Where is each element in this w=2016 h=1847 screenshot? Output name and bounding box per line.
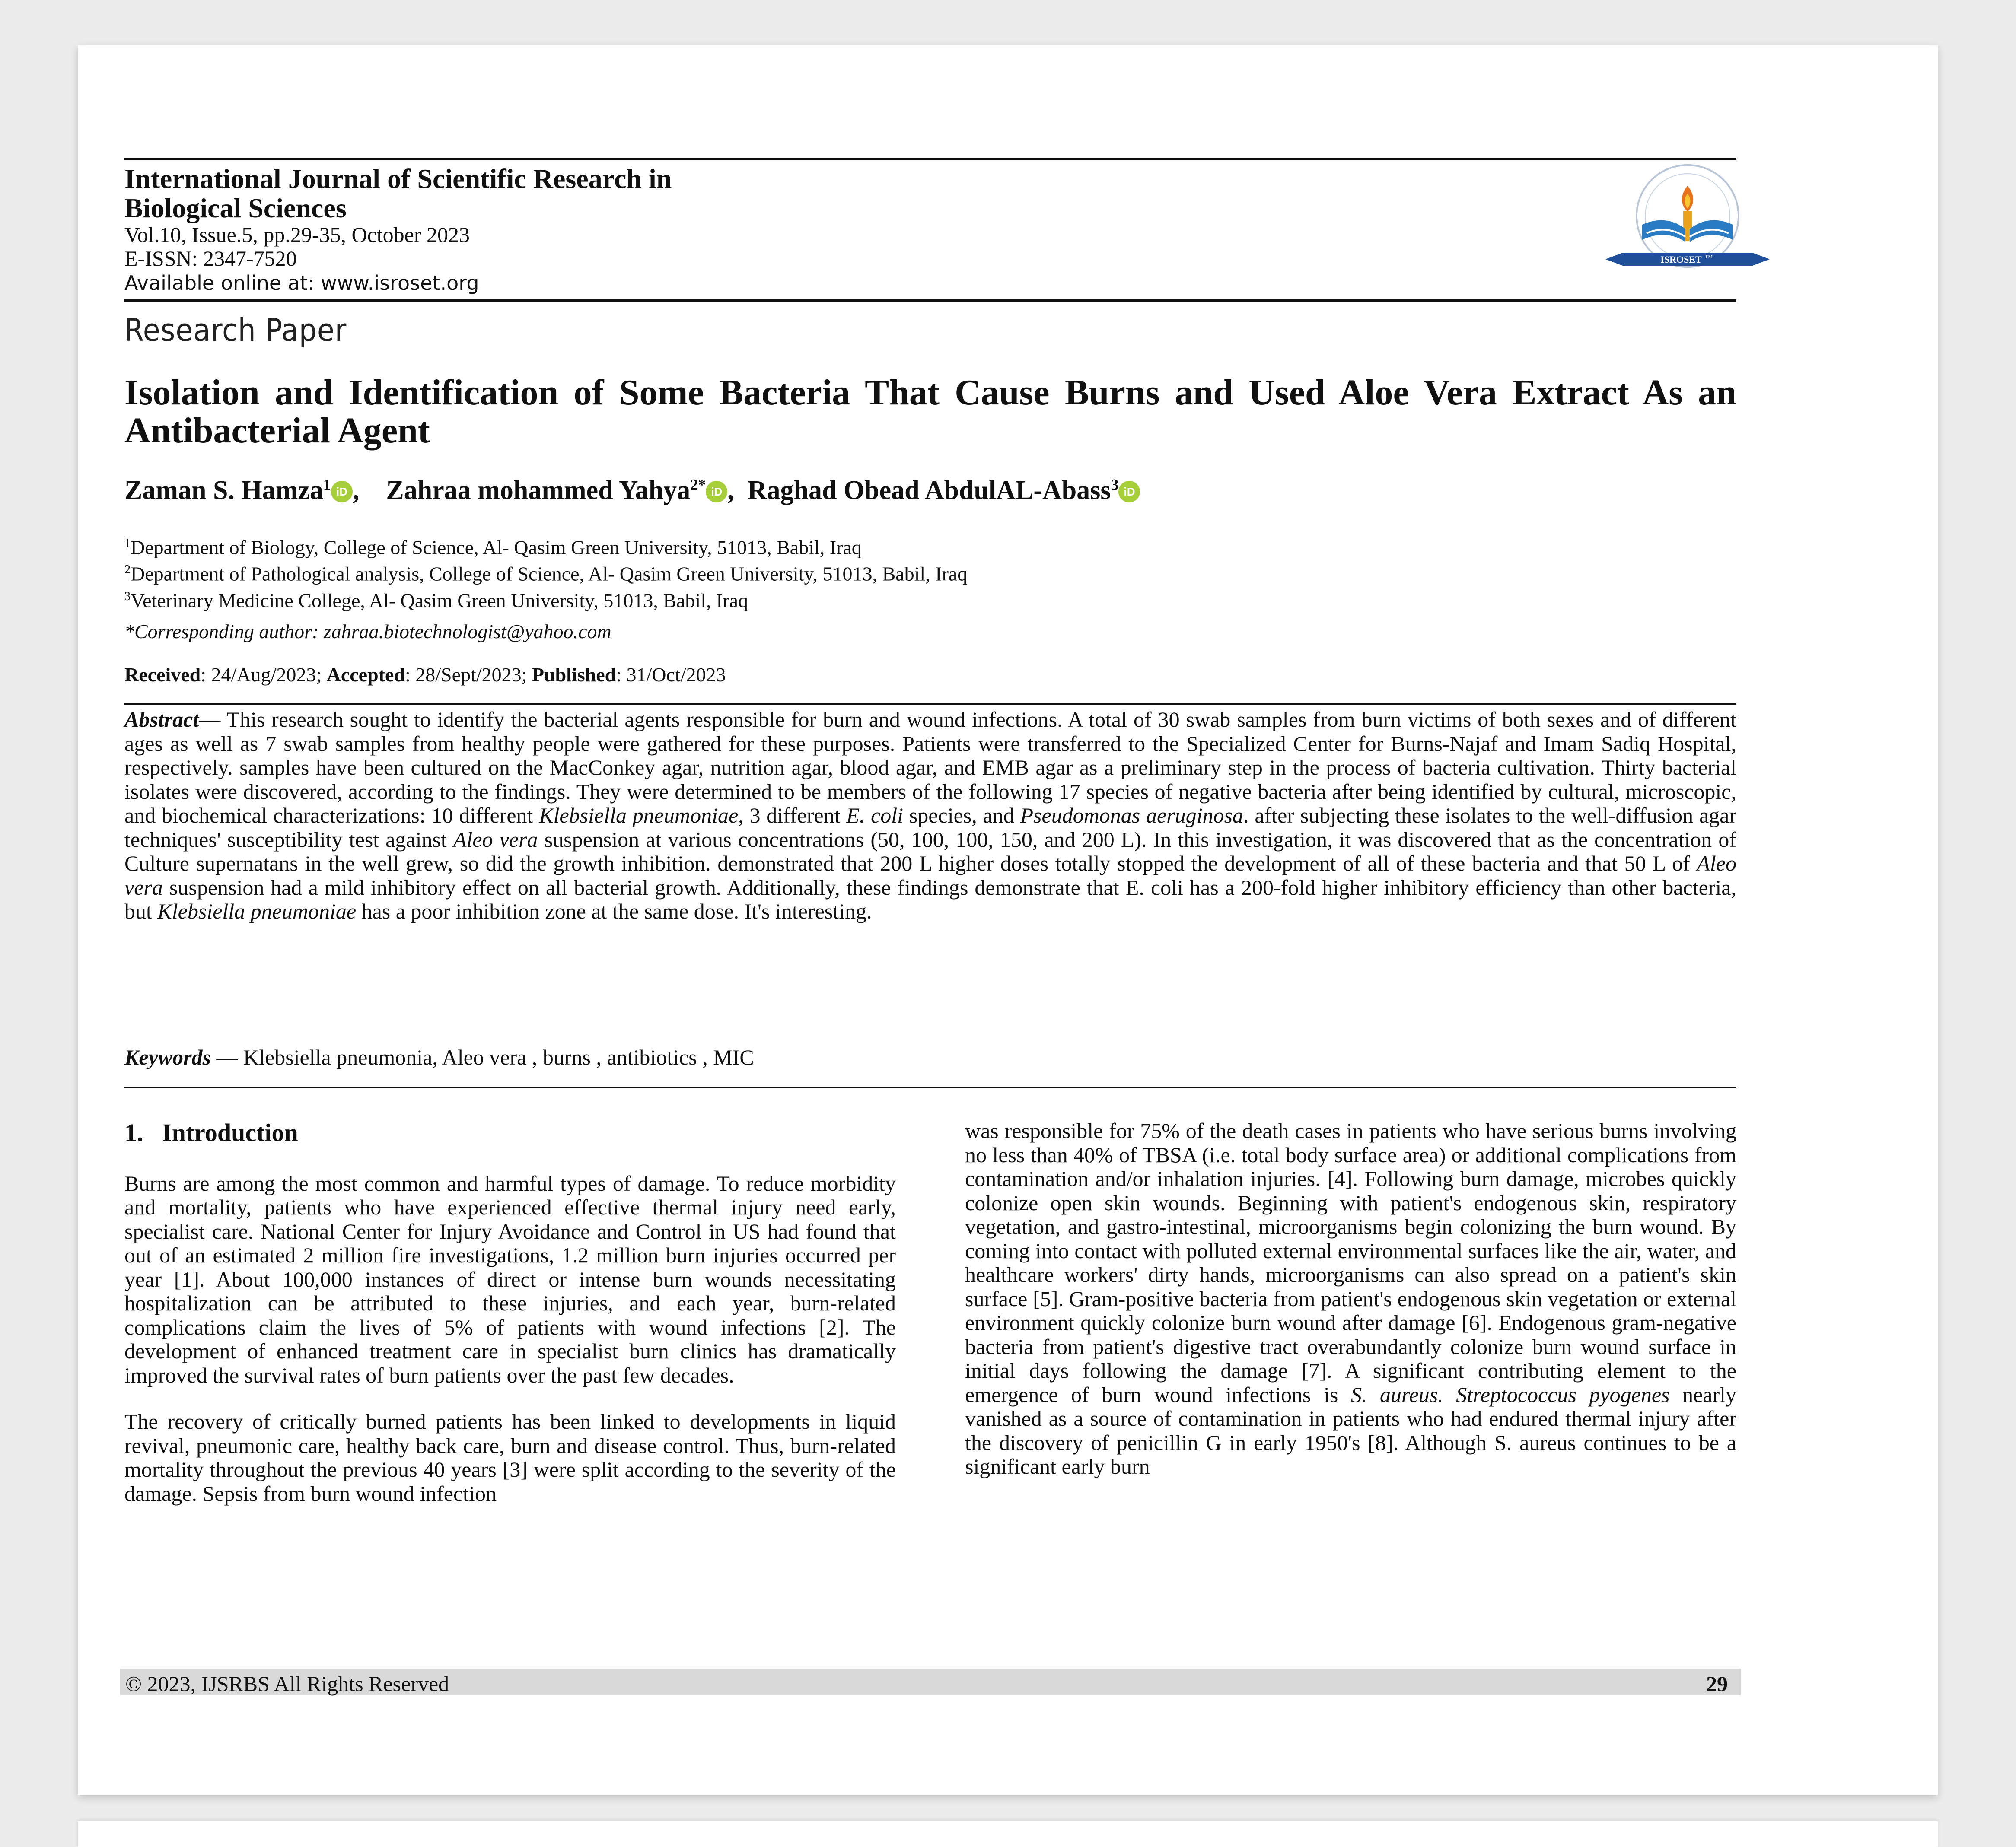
orcid-icon[interactable]: iD <box>331 481 353 502</box>
published-label: Published <box>532 664 616 686</box>
orcid-icon[interactable]: iD <box>1118 481 1140 502</box>
abstract-text: . after subjecting these isolates to the well-diffusion agar techniques' susceptibility test against <box>124 803 1737 852</box>
header-bottom-rule <box>124 299 1736 302</box>
section-heading: 1. Introduction <box>124 1119 298 1147</box>
page-footer <box>120 1669 1741 1695</box>
author-separator: , <box>727 476 741 505</box>
affiliations <box>124 532 967 612</box>
accepted-date: : 28/Sept/2023; <box>404 664 532 686</box>
journal-online: Available online at: www.isroset.org <box>124 271 479 295</box>
abstract-italic: Aleo vera <box>453 827 538 852</box>
published-date: : 31/Oct/2023 <box>616 664 726 686</box>
logo-superscript: TM <box>1705 254 1713 260</box>
received-date: : 24/Aug/2023; <box>201 664 327 686</box>
affiliation-text: Department of Biology, College of Science, Al- Qasim Green University, 51013, Babil, Iraq <box>131 536 862 559</box>
abstract-lead: Abstract <box>124 707 199 731</box>
next-page-edge <box>78 1821 1938 1847</box>
keywords-text: — Klebsiella pneumonia, Aleo vera , burns , antibiotics , MIC <box>211 1045 754 1069</box>
abstract-italic: Klebsiella pneumoniae <box>539 803 739 827</box>
abstract-text: — This research sought to identify the bacterial agents responsible for burn and wound infections. A total of 30 swab samples from burn victims of both sexes and of different ages as well as 7 swab samples from healthy people were gathered for these purposes. Patients were transferred to the Specialized Center for Burns-Najaf and Imam Sadiq Hospital, respectively. samples have been cultured on the MacConkey agar, nutrition agar, blood agar, and EMB agar as a preliminary step in the process of bacteria cultivation. Thirty bacterial isolates were discovered, according to the findings. They were determined to be members of the following 17 species of negative bacteria after being identified by cultural, microscopic, and biochemical characterizations: 10 different <box>124 707 1736 827</box>
page-number: 29 <box>1706 1672 1728 1696</box>
orcid-icon[interactable]: iD <box>706 481 727 502</box>
affiliation-sup: 2 <box>124 563 131 577</box>
header-top-rule <box>124 158 1736 160</box>
affiliation-sup: 3 <box>124 589 131 603</box>
affiliation-line <box>124 585 967 612</box>
affiliation-text: Veterinary Medicine College, Al- Qasim Green University, 51013, Babil, Iraq <box>131 589 748 611</box>
abstract <box>124 708 1736 924</box>
author-list <box>124 475 1140 506</box>
isroset-logo-icon <box>1597 160 1778 289</box>
abstract-text: , 3 different <box>738 803 847 827</box>
paragraph: Burns are among the most common and harmful types of damage. To reduce morbidity and mortality, patients who have experienced effective thermal injury need early, specialist care. National Center for Injury Avoidance and Control in US had found that out of an estimated 2 million fire investigations, 1.2 million burn injuries occurred per year [1]. About 100,000 instances of direct or intense burn wounds necessitating hospitalization can be attributed to these injuries, and each year, burn-related complications claim the lives of 5% of patients with wound infections [2]. The development of enhanced treatment care in specialist burn clinics has dramatically improved the survival rates of burn patients over the past few decades. <box>124 1171 896 1387</box>
abstract-italic: E. coli <box>846 803 904 827</box>
journal-header <box>124 164 1248 296</box>
author-sup: 2* <box>690 476 706 493</box>
copyright: © 2023, IJSRBS All Rights Reserved <box>125 1672 449 1696</box>
paper-type-label: Research Paper <box>124 312 347 348</box>
author-sup: 3 <box>1111 476 1119 493</box>
logo-text: ISROSET <box>1660 254 1702 265</box>
author-name: Zaman S. Hamza <box>124 476 323 505</box>
abstract-text: suspension at various concentrations (50, 100, 100, 150, and 200 L). In this investigation, it was discovered that as the concentration of Culture supernatans in the well grew, so did the growth inhibition. demonstrated that 200 L higher doses totally stopped the development of all of these bacteria and that 50 L of <box>124 827 1736 875</box>
received-label: Received <box>124 664 201 686</box>
keywords-bottom-rule <box>124 1087 1736 1088</box>
paragraph-italic: S. aureus. Streptococcus pyogenes <box>1350 1382 1670 1407</box>
paragraph-text: nearly vanished as a source of contamination in patients who had endured thermal injury after the discovery of penicillin G in early 1950's [8]. Although S. aureus continues to be a significant early burn <box>965 1382 1736 1478</box>
publication-dates <box>124 663 726 686</box>
author-separator: , <box>352 476 379 505</box>
keywords <box>124 1045 754 1070</box>
paragraph <box>965 1119 1736 1479</box>
accepted-label: Accepted <box>326 664 405 686</box>
journal-name-line1: International Journal of Scientific Research in <box>124 163 672 194</box>
paper-title: Isolation and Identification of Some Bacteria That Cause Burns and Used Aloe Vera Extract As an Antibacterial Agent <box>124 372 1736 451</box>
journal-volume: Vol.10, Issue.5, pp.29-35, October 2023 <box>124 223 470 247</box>
paragraph-text: was responsible for 75% of the death cases in patients who have serious burns involving no less than 40% of TBSA (i.e. total body surface area) or additional complications from contamination and/or inhalation injuries. [4]. Following burn damage, microbes quickly colonize open skin wounds. Beginning with patient's endogenous skin, respiratory vegetation, and gastro-intestinal, microorganisms begin colonizing the burn wound. By coming into contact with polluted external environmental surfaces like the air, water, and healthcare workers' dirty hands, microorganisms can also spread on a patient's skin surface [5]. Gram-positive bacteria from patient's endogenous skin vegetation or external environment quickly colonize burn wound after damage [6]. Endogenous gram-negative bacteria from patient's digestive tract overabundantly colonize burn wound surface in initial days following the damage [7]. A significant contributing element to the emergence of burn wound infections is <box>965 1119 1736 1407</box>
author-sup: 1 <box>323 476 331 493</box>
journal-name-line2: Biological Sciences <box>124 193 347 223</box>
left-column <box>124 1121 896 1528</box>
affiliation-line <box>124 559 967 585</box>
author-name: Raghad Obead AbdulAL-Abass <box>747 476 1111 505</box>
paragraph: The recovery of critically burned patients has been linked to developments in liquid revival, pneumonic care, healthy back care, burn and disease control. Thus, burn-related mortality throughout the previous 40 years [3] were split according to the severity of the damage. Sepsis from burn wound infection <box>124 1409 896 1506</box>
abstract-italic: Klebsiella pneumoniae <box>157 899 357 923</box>
affiliation-text: Department of Pathological analysis, College of Science, Al- Qasim Green University, 51013, Babil, Iraq <box>131 563 968 585</box>
abstract-text: suspension had a mild inhibitory effect on all bacterial growth. Additionally, these findings demonstrate that E. coli has a 200-fold higher inhibitory efficiency than other bacteria, but <box>124 875 1736 923</box>
journal-issn: E-ISSN: 2347-7520 <box>124 246 297 270</box>
keywords-lead: Keywords <box>124 1045 211 1069</box>
abstract-text: has a poor inhibition zone at the same dose. It's interesting. <box>356 899 872 923</box>
right-column <box>965 1119 1736 1501</box>
abstract-text: species, and <box>903 803 1020 827</box>
abstract-italic: Aleo vera <box>124 851 1736 900</box>
author-name: Zahraa mohammed Yahya <box>386 476 691 505</box>
abstract-top-rule <box>124 703 1736 705</box>
affiliation-sup: 1 <box>124 537 131 550</box>
corresponding-author: *Corresponding author: zahraa.biotechnologist@yahoo.com <box>124 620 611 642</box>
affiliation-line <box>124 532 967 559</box>
abstract-italic: Pseudomonas aeruginosa <box>1020 803 1244 827</box>
